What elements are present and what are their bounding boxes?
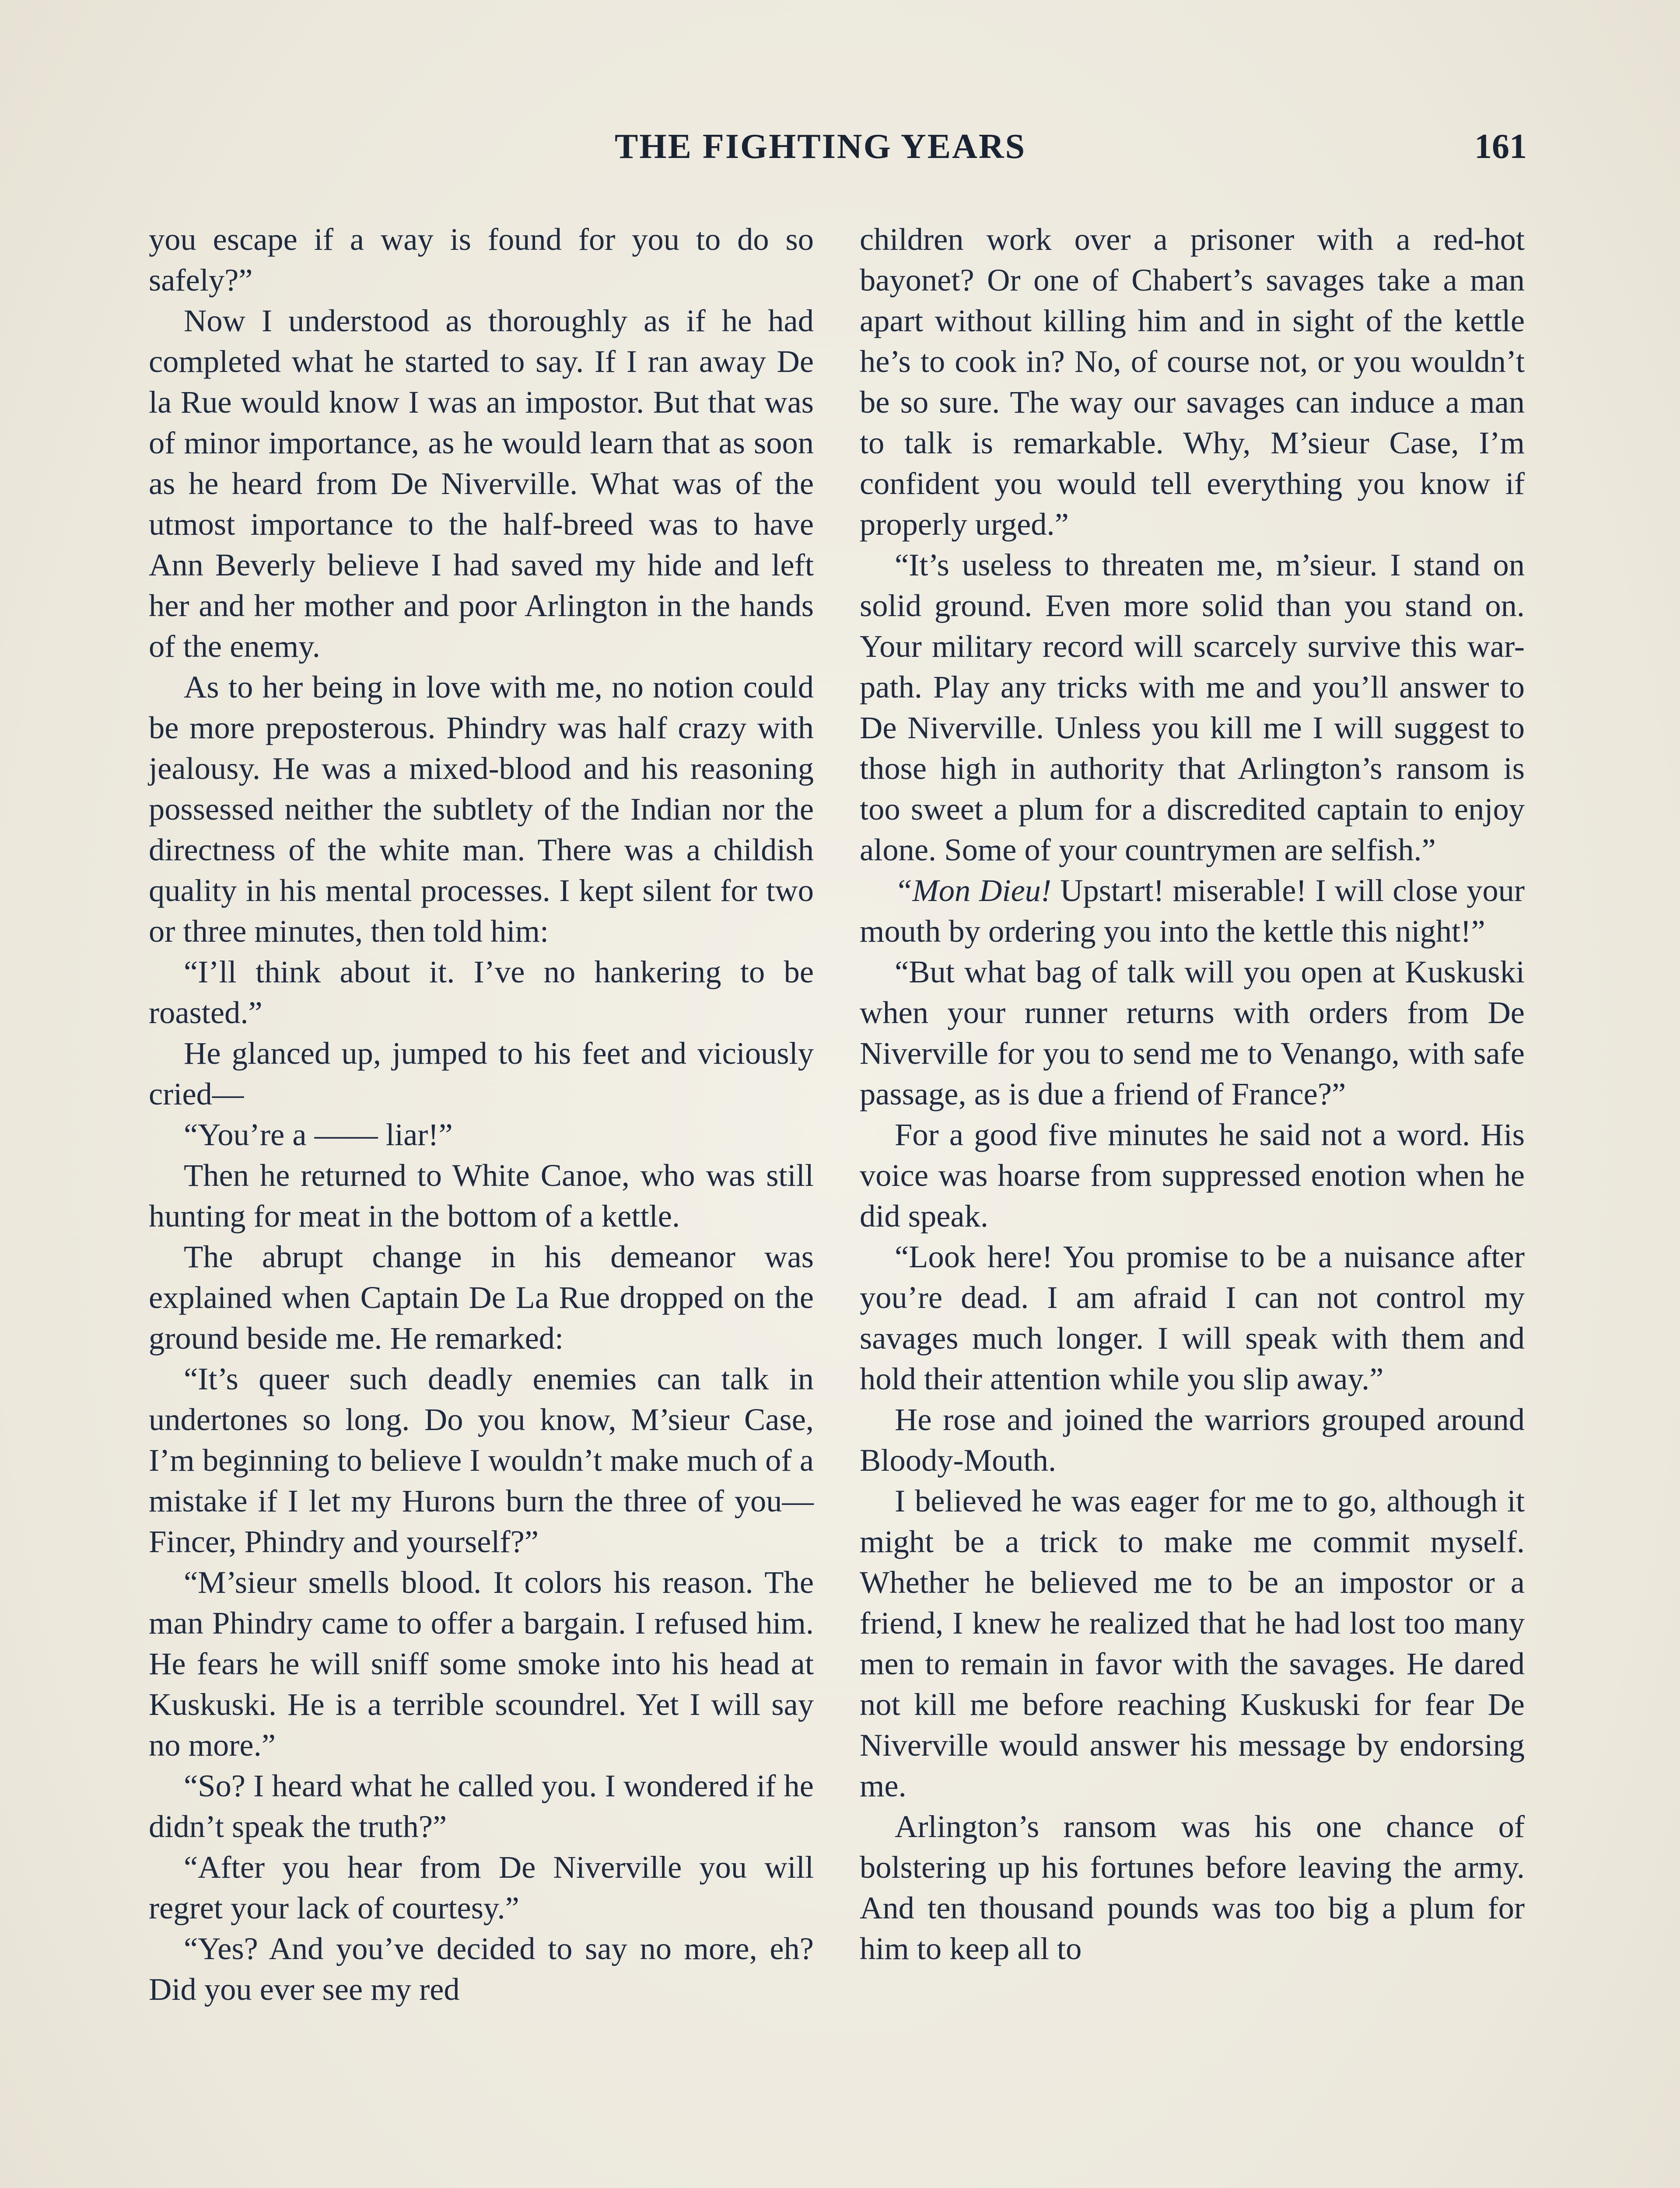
running-title: THE FIGHTING YEARS <box>615 127 1026 166</box>
paragraph <box>860 870 1525 951</box>
paragraph: He rose and joined the warriors grouped around Bloody-Mouth. <box>860 1402 1525 1478</box>
left-column <box>149 219 814 2009</box>
paragraph: Now I understood as thoroughly as if he had completed what he started to say. If I ran away De la Rue would know I was an impostor. But that was of minor importance, as he would learn that as soon as he heard from De Niverville. What was of the utmost importance to the half-breed was to have Ann Beverly believe I had saved my hide and left her and her mother and poor Arlington in the hands of the enemy. <box>149 303 814 664</box>
paragraph: He glanced up, jumped to his feet and viciously cried— <box>149 1035 814 1112</box>
right-column <box>860 219 1525 1969</box>
paragraph-text: Upstart! miserable! I will close your mouth by ordering you into the kettle this night!” <box>860 873 1525 949</box>
page-header <box>0 127 1680 179</box>
paragraph: “Look here! You promise to be a nuisance after you’re dead. I am afraid I can not control my savages much longer. I will speak with them and hold their attention while you slip away.” <box>860 1239 1525 1396</box>
paragraph: children work over a prisoner with a red-hot bayonet? Or one of Chabert’s savages take a man apart without killing him and in sight of the kettle he’s to cook in? No, of course not, or you wouldn’t be so sure. The way our savages can induce a man to talk is remarkable. Why, M’sieur Case, I’m confident you would tell everything you know if properly urged.” <box>860 221 1525 542</box>
paragraph: For a good five minutes he said not a word. His voice was hoarse from suppressed enotion when he did speak. <box>860 1117 1525 1234</box>
paragraph: Then he returned to White Canoe, who was still hunting for meat in the bottom of a kettle. <box>149 1157 814 1234</box>
paragraph: As to her being in love with me, no notion could be more preposterous. Phindry was half crazy with jealousy. He was a mixed-blood and his reasoning possessed neither the subtlety of the Indian nor the directness of the white man. There was a childish quality in his mental processes. I kept silent for two or three minutes, then told him: <box>149 669 814 949</box>
paragraph: “It’s useless to threaten me, m’sieur. I stand on solid ground. Even more solid than you stand on. Your military record will scarcely survive this war-path. Play any tricks with me and you’ll answer to De Niverville. Unless you kill me I will suggest to those high in authority that Arlington’s ransom is too sweet a plum for a discredited captain to enjoy alone. Some of your countrymen are selfish.” <box>860 547 1525 867</box>
paragraph: Arlington’s ransom was his one chance of bolstering up his fortunes before leaving the army. And ten thousand pounds was too big a plum for him to keep all to <box>860 1809 1525 1966</box>
paragraph: “M’sieur smells blood. It colors his reason. The man Phindry came to offer a bargain. I refused him. He fears he will sniff some smoke into his head at Kuskuski. He is a terrible scoundrel. Yet I will say no more.” <box>149 1564 814 1763</box>
italic-exclamation: “Mon Dieu! <box>895 873 1052 908</box>
paragraph: “It’s queer such deadly enemies can talk in undertones so long. Do you know, M’sieur Case, I’m beginning to believe I wouldn’t make much of a mistake if I let my Hurons burn the three of you—Fincer, Phindry and yourself?” <box>149 1361 814 1559</box>
paragraph: I believed he was eager for me to go, although it might be a trick to make me commit myself. Whether he believed me to be an impostor or a friend, I knew he realized that he had lost too many men to remain in favor with the savages. He dared not kill me before reaching Kuskuski for fear De Niverville would answer his message by endorsing me. <box>860 1483 1525 1803</box>
paragraph: The abrupt change in his demeanor was explained when Captain De La Rue dropped on the ground beside me. He remarked: <box>149 1239 814 1356</box>
paragraph: “You’re a —— liar!” <box>184 1117 453 1152</box>
paragraph: “After you hear from De Niverville you will regret your lack of courtesy.” <box>149 1849 814 1925</box>
paragraph: “I’ll think about it. I’ve no hankering to be roasted.” <box>149 954 814 1030</box>
paragraph: you escape if a way is found for you to do so safely?” <box>149 221 814 298</box>
paragraph: “Yes? And you’ve decided to say no more, eh? Did you ever see my red <box>149 1931 814 2007</box>
page-number: 161 <box>1474 127 1527 166</box>
paragraph: “But what bag of talk will you open at Kuskuski when your runner returns with orders from De Niverville for you to send me to Venango, with safe passage, as is due a friend of France?” <box>860 954 1525 1112</box>
paragraph: “So? I heard what he called you. I wondered if he didn’t speak the truth?” <box>149 1768 814 1844</box>
